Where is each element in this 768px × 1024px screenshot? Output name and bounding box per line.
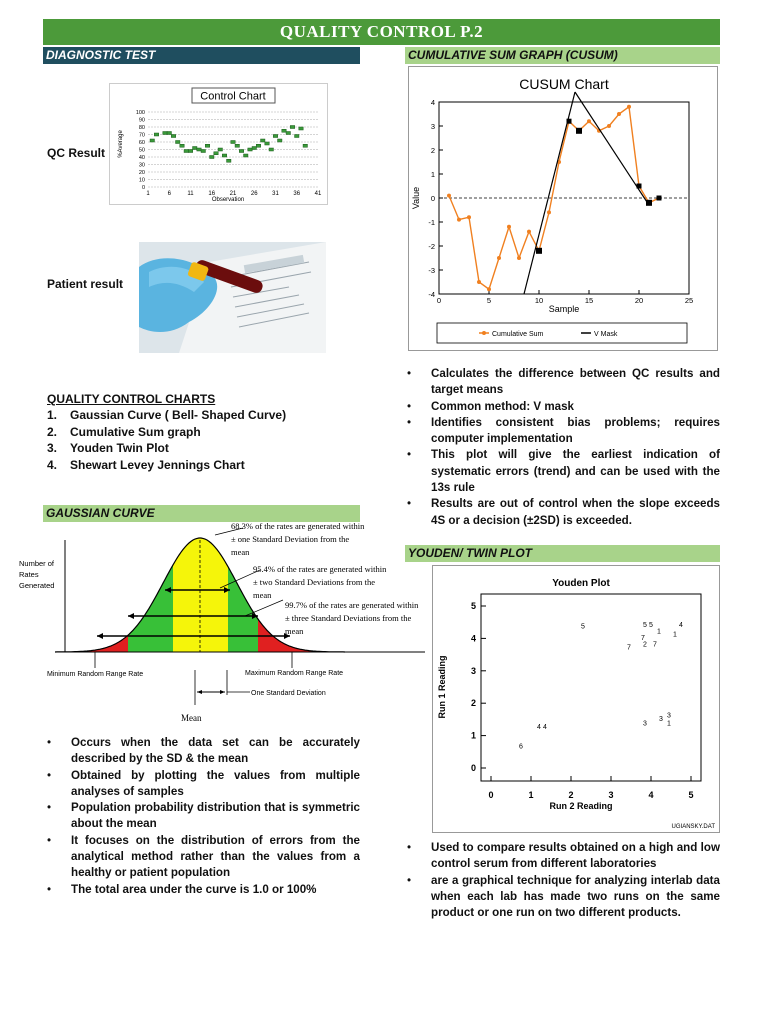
control-chart-points	[150, 126, 307, 163]
y-tick-label: 1	[470, 730, 476, 741]
cusum-axes	[428, 98, 693, 305]
data-point	[214, 152, 218, 155]
y-tick-label: 4	[430, 98, 435, 107]
y-tick-label: 20	[138, 170, 145, 176]
y-tick-label: 0	[141, 185, 145, 191]
x-tick-label: 26	[250, 191, 258, 197]
x-tick-label: 2	[568, 790, 574, 800]
annotation-68-b: ± one Standard Deviation from the	[231, 534, 350, 544]
youden-point: 7	[653, 641, 657, 649]
y-tick-label: 4	[470, 633, 476, 644]
x-tick-label: 1	[528, 790, 534, 800]
x-tick-label: 36	[293, 191, 301, 197]
x-tick-label: 25	[684, 296, 694, 305]
cumsum-point	[497, 256, 501, 260]
y-tick-label: -4	[428, 290, 435, 299]
youden-point: 7	[627, 644, 631, 652]
data-point	[256, 144, 260, 147]
v-mask-marker	[637, 184, 642, 189]
y-tick-label: 80	[138, 125, 145, 131]
qc-charts-heading: QUALITY CONTROL CHARTS	[47, 392, 216, 406]
annotation-99-b: ± three Standard Deviations from the	[285, 613, 412, 623]
data-point	[269, 148, 273, 151]
list-item: • This plot will give the earliest indication of systematic errors (trend) and can be used with the 13s rule	[407, 447, 720, 496]
list-item: • Identifies consistent bias problems; requires computer implementation	[407, 415, 720, 448]
youden-title: Youden Plot	[552, 578, 610, 589]
cumsum-point	[527, 230, 531, 234]
data-point	[248, 148, 252, 151]
x-tick-label: 1	[146, 191, 150, 197]
x-tick-label: 4	[648, 790, 654, 800]
data-point	[273, 135, 277, 138]
control-chart-grid	[148, 112, 318, 187]
data-point	[299, 127, 303, 130]
data-point	[210, 156, 214, 159]
y-tick-label: 100	[135, 110, 145, 116]
cumsum-point	[487, 287, 491, 291]
one-sd-label: One Standard Deviation	[251, 690, 326, 697]
data-point	[188, 150, 192, 153]
qc-result-label: QC Result	[47, 146, 106, 160]
control-chart-xlabel: Observation	[211, 197, 245, 203]
cusum-legend	[437, 323, 687, 343]
x-tick-label: 31	[272, 191, 279, 197]
data-point	[235, 144, 239, 147]
cusum-header: CUMULATIVE SUM GRAPH (CUSUM)	[405, 47, 720, 64]
data-point	[163, 132, 167, 135]
list-item: 3. Youden Twin Plot	[47, 441, 169, 455]
v-mask-marker	[576, 128, 582, 134]
cusum-chart	[408, 66, 718, 351]
youden-point: 4	[679, 621, 683, 629]
x-tick-label: 5	[688, 790, 694, 800]
data-point	[295, 135, 299, 138]
y-tick-label: 0	[470, 763, 476, 773]
youden-chart	[432, 565, 720, 833]
y-tick-label: 60	[138, 140, 145, 146]
data-point	[180, 144, 184, 147]
x-tick-label: 0	[488, 790, 494, 800]
control-chart-ylabel: %Average	[118, 130, 124, 158]
control-chart-ticks	[136, 110, 322, 197]
youden-ylabel: Run 1 Reading	[437, 655, 447, 719]
cumsum-point	[607, 124, 611, 128]
y-tick-label: 40	[138, 155, 145, 161]
list-item: 4. Shewart Levey Jennings Chart	[47, 457, 245, 472]
page-title: QUALITY CONTROL P.2	[43, 19, 720, 45]
y-label-3: Generated	[19, 581, 55, 590]
cumsum-point	[467, 215, 471, 219]
legend-vmask: V Mask	[594, 331, 618, 338]
data-point	[167, 132, 171, 135]
y-label-2: Rates	[19, 570, 39, 579]
youden-point: 2	[643, 641, 647, 649]
data-point	[290, 126, 294, 129]
list-item: • It focuses on the distribution of errors from the analytical method rather than the values from a healthy or patient population	[47, 833, 360, 882]
gaussian-curve-header: GAUSSIAN CURVE	[43, 505, 360, 522]
data-point	[205, 144, 209, 147]
y-tick-label: 1	[430, 170, 435, 179]
youden-plot-area	[481, 594, 701, 781]
list-item: 2. Cumulative Sum graph	[47, 424, 201, 439]
data-point	[193, 147, 197, 150]
youden-header: YOUDEN/ TWIN PLOT	[405, 545, 720, 562]
youden-point: 3	[667, 712, 671, 720]
data-point	[239, 150, 243, 153]
annotation-68-c: mean	[231, 547, 250, 557]
data-point	[218, 148, 222, 151]
list-item: • Common method: V mask	[407, 399, 720, 415]
youden-point: 4	[537, 723, 541, 731]
x-tick-label: 5	[486, 296, 492, 305]
x-tick-label: 6	[167, 191, 171, 197]
gaussian-curve-figure	[15, 520, 440, 730]
y-tick-label: 30	[138, 162, 145, 169]
cumsum-point	[457, 218, 461, 222]
list-item: 1. Gaussian Curve ( Bell- Shaped Curve)	[47, 408, 287, 422]
data-point	[282, 129, 286, 132]
youden-point: 3	[659, 715, 663, 723]
list-item: • The total area under the curve is 1.0 or 100%	[47, 882, 360, 898]
list-item: • Used to compare results obtained on a high and low control serum from different laboratories	[407, 840, 720, 873]
data-point	[150, 139, 154, 142]
youden-points	[519, 622, 683, 751]
data-point	[222, 154, 226, 157]
youden-bullets	[407, 840, 720, 921]
data-point	[303, 144, 307, 147]
cumsum-point	[477, 280, 481, 284]
v-mask-marker	[657, 196, 662, 201]
list-item: • Population probability distribution that is symmetric about the mean	[47, 800, 360, 833]
data-point	[261, 139, 265, 142]
max-rate-label: Maximum Random Range Rate	[245, 670, 344, 677]
data-point	[154, 133, 158, 136]
data-point	[227, 159, 231, 162]
cumsum-point	[517, 256, 521, 260]
x-tick-label: 3	[608, 790, 614, 800]
y-tick-label: 90	[138, 117, 145, 124]
youden-point: 1	[657, 628, 661, 636]
x-tick-label: 20	[634, 296, 644, 305]
youden-point: 5	[581, 623, 585, 631]
diagnostic-test-header: DIAGNOSTIC TEST	[43, 47, 360, 64]
data-point	[201, 150, 205, 153]
cusum-lines	[447, 92, 662, 294]
data-point	[278, 139, 282, 142]
data-point	[286, 132, 290, 135]
youden-svg	[433, 566, 719, 832]
y-tick-label: 0	[430, 194, 435, 203]
x-tick-label: 11	[187, 191, 194, 197]
y-tick-label: 70	[138, 132, 145, 139]
x-tick-label: 0	[436, 296, 442, 305]
cumsum-point	[587, 119, 591, 123]
data-point	[197, 148, 201, 151]
cusum-ylabel: Value	[411, 186, 421, 210]
list-item: • are a graphical technique for analyzing interlab data when each lab has made two runs on the same product or one run on two different products.	[407, 873, 720, 922]
y-tick-label: -2	[428, 242, 435, 251]
v-mask-marker	[646, 200, 652, 206]
data-point	[171, 135, 175, 138]
y-tick-label: 10	[138, 177, 145, 184]
cusum-xlabel: Sample	[548, 304, 580, 314]
youden-point: 7	[641, 634, 645, 642]
data-point	[184, 150, 188, 153]
x-tick-label: 21	[229, 191, 237, 197]
v-mask-marker	[567, 119, 572, 124]
y-tick-label: 2	[430, 146, 435, 155]
cusum-svg	[409, 67, 717, 350]
annotation-99-a: 99.7% of the rates are generated within	[285, 600, 419, 610]
control-chart-svg	[110, 84, 327, 204]
legend-cumsum: Cumulative Sum	[492, 331, 544, 338]
annotation-68-a: 68.3% of the rates are generated within	[231, 521, 365, 531]
qc-charts-section	[47, 392, 215, 406]
y-tick-label: 5	[470, 601, 476, 611]
list-item: • Obtained by plotting the values from multiple analyses of samples	[47, 768, 360, 801]
x-tick-label: 16	[208, 191, 216, 197]
annotation-95-a: 95.4% of the rates are generated within	[253, 564, 387, 574]
youden-footer: UGIANSKY.DAT	[671, 824, 715, 830]
youden-point: 3	[643, 720, 647, 728]
y-tick-label: -1	[428, 218, 435, 227]
patient-result-label: Patient result	[47, 277, 124, 291]
control-chart-image	[109, 83, 328, 205]
youden-point: 1	[673, 631, 677, 639]
cumsum-point	[627, 105, 631, 109]
mean-label: Mean	[181, 713, 202, 723]
control-chart-title: Control Chart	[200, 90, 266, 103]
gaussian-curve-svg	[15, 520, 440, 730]
gaussian-bullets	[47, 735, 360, 898]
y-tick-label: 50	[138, 147, 145, 154]
qc-charts-list	[47, 407, 286, 473]
data-point	[231, 141, 235, 144]
data-point	[244, 154, 248, 157]
list-item: • Calculates the difference between QC results and target means	[407, 366, 720, 399]
data-point	[252, 147, 256, 150]
cumsum-point	[617, 112, 621, 116]
annotation-95-b: ± two Standard Deviations from the	[253, 577, 375, 587]
data-point	[176, 141, 180, 144]
cumsum-point	[447, 194, 451, 198]
patient-photo-svg	[139, 242, 326, 353]
x-tick-label: 10	[534, 296, 544, 305]
y-tick-label: 2	[470, 698, 476, 709]
youden-xlabel: Run 2 Reading	[549, 801, 613, 811]
list-item: • Results are out of control when the slope exceeds 4S or a decision (±2SD) is exceeded.	[407, 496, 720, 529]
youden-point: 5	[643, 621, 647, 629]
youden-point: 1	[667, 720, 671, 728]
data-point	[265, 142, 269, 145]
y-tick-label: -3	[428, 266, 435, 275]
x-tick-label: 15	[584, 296, 594, 305]
y-tick-label: 3	[470, 665, 476, 676]
youden-point: 5	[649, 621, 653, 629]
cusum-title: CUSUM Chart	[519, 76, 609, 92]
patient-result-photo	[139, 242, 326, 353]
youden-point: 6	[519, 743, 523, 751]
youden-point: 4	[543, 723, 547, 731]
y-tick-label: 3	[430, 122, 435, 131]
cumsum-point	[507, 225, 511, 229]
v-mask-marker	[536, 248, 542, 254]
y-label-1: Number of	[19, 559, 55, 568]
cumsum-point	[547, 210, 551, 214]
x-tick-label: 41	[314, 191, 322, 197]
min-rate-label: Minimum Random Range Rate	[47, 671, 144, 678]
annotation-95-c: mean	[253, 590, 272, 600]
list-item: • Occurs when the data set can be accurately described by the SD & the mean	[47, 735, 360, 768]
annotation-99-c: mean	[285, 626, 304, 636]
cusum-bullets	[407, 366, 720, 529]
